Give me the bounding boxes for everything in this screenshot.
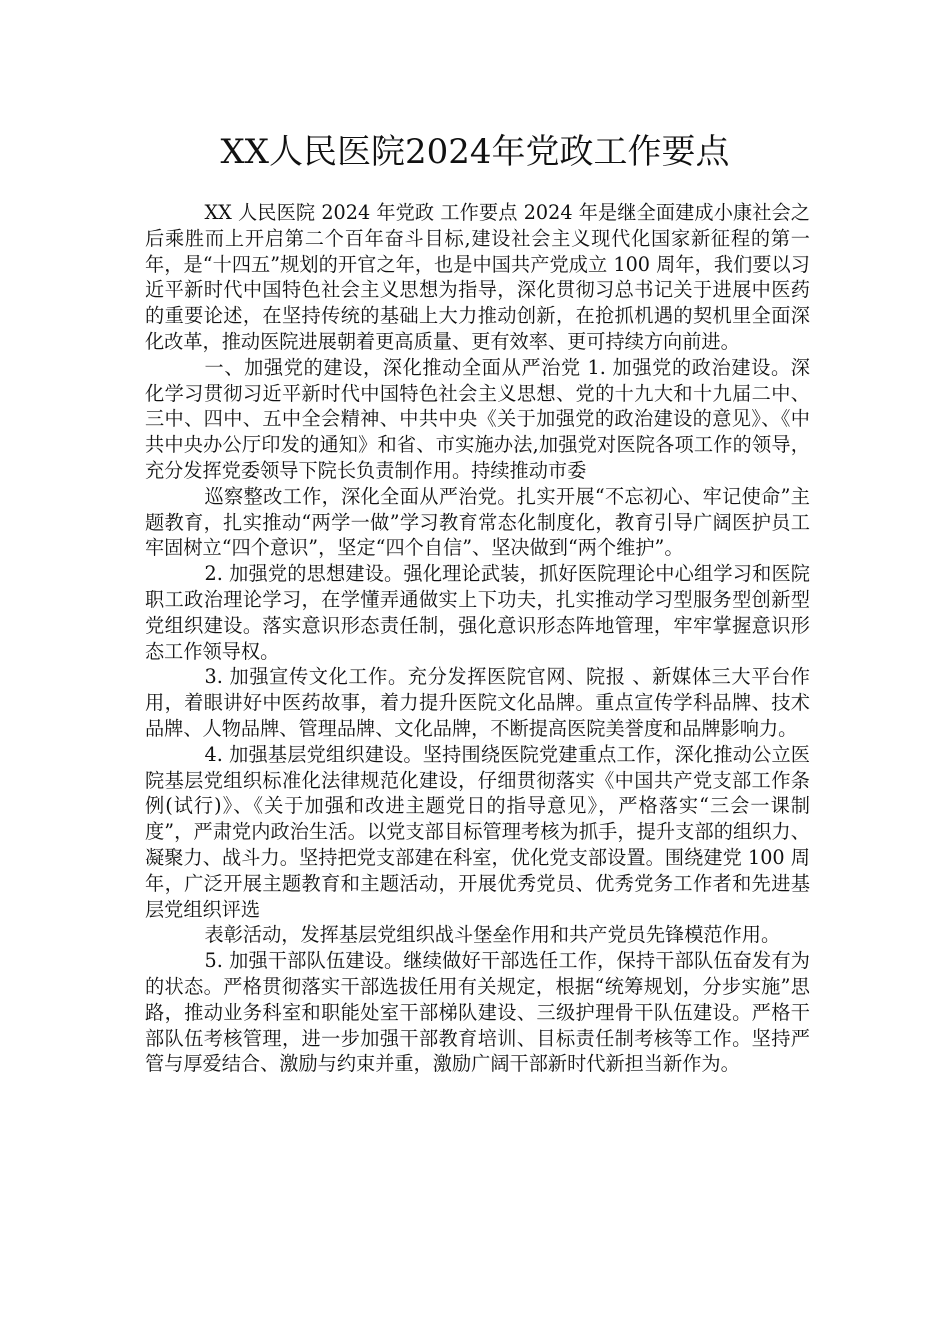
paragraph-item-5: 5. 加强干部队伍建设。继续做好干部选任工作，保持干部队伍奋发有为的状态。严格贯彻落实干部选拔任用有关规定，根据“统筹规划，分步实施”思路，推动业务科室和职能处室干部梯队建设、三级护理骨干队伍建设。严格干部队伍考核管理，进一步加强干部教育培训、目标责任制考核等工作。坚持严管与厚爱结合、激励与约束并重，激励广阔干部新时代新担当新作为。: [145, 949, 810, 1076]
paragraph-item-1-continued: 巡察整改工作，深化全面从严治党。扎实开展“不忘初心、牢记使命”主题教育，扎实推动“两学一做”学习教育常态化制度化，教育引导广阔医护员工牢固树立“四个意识”，坚定“四个自信”、坚决做到“两个维护”。: [145, 484, 810, 560]
document-body: [145, 200, 810, 1077]
paragraph-item-2: 2. 加强党的思想建设。强化理论武装，抓好医院理论中心组学习和医院职工政治理论学习，在学懂弄通做实上下功夫，扎实推动学习型服务型创新型党组织建设。落实意识形态责任制，强化意识形态阵地管理，牢牢掌握意识形态工作领导权。: [145, 562, 810, 663]
paragraph-section-1-item-1: 一、加强党的建设，深化推动全面从严治党 1. 加强党的政治建设。深化学习贯彻习近平新时代中国特色社会主义思想、党的十九大和十九届二中、三中、四中、五中全会精神、中共中央《关于加强党的政治建设的意见》、《中共中央办公厅印发的通知》和省、市实施办法,加强党对医院各项工作的领导，充分发挥党委领导下院长负责制作用。持续推动市委: [145, 355, 810, 482]
paragraph-item-4-continued: 表彰活动，发挥基层党组织战斗堡垒作用和共产党员先锋模范作用。: [204, 923, 781, 947]
document-title: XX人民医院2024年党政工作要点: [220, 132, 730, 172]
paragraph-intro: XX 人民医院 2024 年党政 工作要点 2024 年是继全面建成小康社会之后乘胜而上开启第二个百年奋斗目标,建设社会主义现代化国家新征程的第一年，是“十四五”规划的开官之年，也是中国共产党成立 100 周年，我们要以习近平新时代中国特色社会主义思想为指导，深化贯彻习总书记关于进展中医药的重要论述，在坚持传统的基础上大力推动创新，在抢抓机遇的契机里全面深化改革，推动医院进展朝着更高质量、更有效率、更可持续方向前进。: [145, 201, 810, 353]
paragraph-item-3: 3. 加强宣传文化工作。充分发挥医院官网、院报 、新媒体三大平台作用，着眼讲好中医药故事，着力提升医院文化品牌。重点宣传学科品牌、技术品牌、人物品牌、管理品牌、文化品牌，不断提高医院美誉度和品牌影响力。: [145, 665, 810, 740]
paragraph-item-4: 4. 加强基层党组织建设。坚持围绕医院党建重点工作，深化推动公立医院基层党组织标准化法律规范化建设，仔细贯彻落实《中国共产党支部工作条例(试行)》、《关于加强和改进主题党日的指导意见》，严格落实“三会一课制度”，严肃党内政治生活。以党支部目标管理考核为抓手，提升支部的组织力、凝聚力、战斗力。坚持把党支部建在科室，优化党支部设置。围绕建党 100 周年，广泛开展主题教育和主题活动，开展优秀党员、优秀党务工作者和先进基层党组织评选: [145, 742, 810, 921]
